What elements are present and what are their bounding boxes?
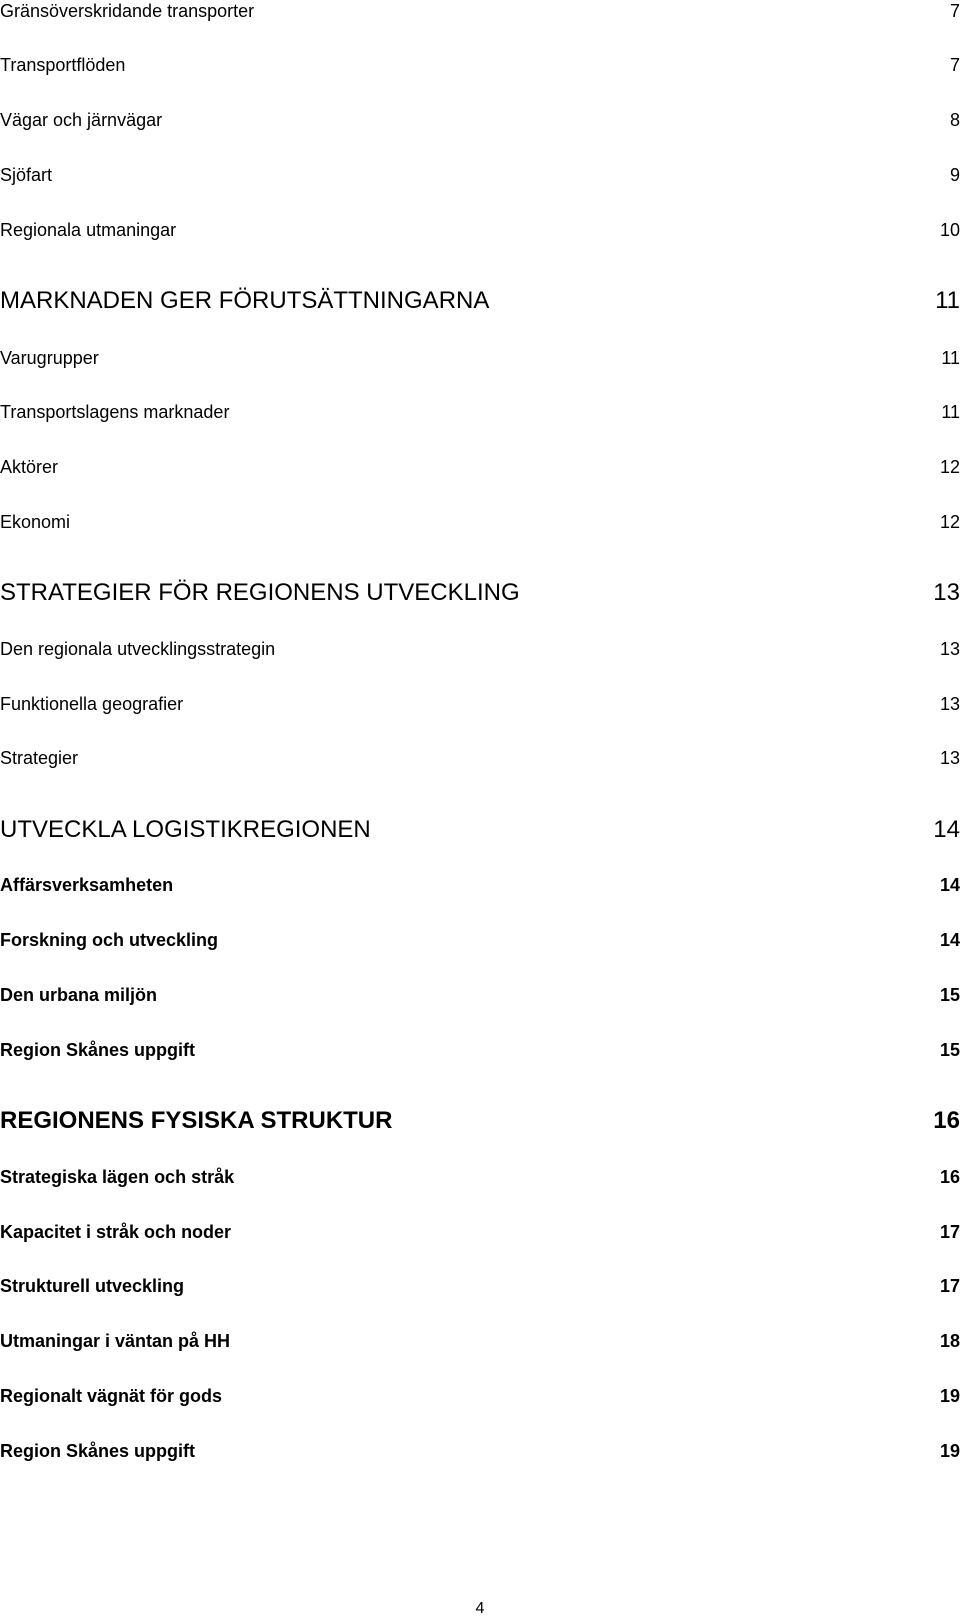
toc-entry-page: 16 bbox=[939, 1167, 960, 1187]
toc-entry-page: 12 bbox=[939, 457, 960, 477]
toc-entry-page: 8 bbox=[949, 110, 960, 130]
toc-entry-page: 7 bbox=[949, 1, 960, 21]
toc-entry-page: 13 bbox=[939, 639, 960, 659]
toc-entry-page: 9 bbox=[949, 165, 960, 185]
toc-chapter-title: STRATEGIER FÖR REGIONENS UTVECKLING bbox=[0, 579, 520, 606]
toc-entry bbox=[0, 0, 960, 26]
toc-entry bbox=[0, 507, 960, 537]
toc-entry-title: Gränsöverskridande transporter bbox=[0, 1, 255, 21]
toc-entry bbox=[0, 1217, 960, 1247]
toc-chapter bbox=[0, 286, 960, 316]
toc-entry-page: 14 bbox=[939, 875, 960, 895]
toc-chapter bbox=[0, 578, 960, 608]
toc-entry-page: 17 bbox=[939, 1276, 960, 1296]
toc-entry bbox=[0, 1326, 960, 1356]
toc-entry-page: 15 bbox=[939, 1040, 960, 1060]
toc-entry-page: 10 bbox=[939, 220, 960, 240]
toc-entry bbox=[0, 743, 960, 773]
toc-entry bbox=[0, 1035, 960, 1065]
toc-entry bbox=[0, 689, 960, 719]
toc-entry-page: 19 bbox=[939, 1386, 960, 1406]
toc-entry bbox=[0, 980, 960, 1010]
toc-entry-title: Regionala utmaningar bbox=[0, 220, 177, 240]
toc-entry-title: Ekonomi bbox=[0, 512, 71, 532]
toc-entry bbox=[0, 452, 960, 482]
toc-entry-title: Den regionala utvecklingsstrategin bbox=[0, 639, 276, 659]
toc-entry-page: 14 bbox=[939, 930, 960, 950]
toc-entry-title: Vägar och järnvägar bbox=[0, 110, 163, 130]
toc-entry-page: 17 bbox=[939, 1222, 960, 1242]
toc-entry-page: 11 bbox=[941, 402, 960, 422]
toc-chapter-page: 16 bbox=[933, 1107, 960, 1134]
toc-entry bbox=[0, 215, 960, 245]
toc-entry-title: Strategiska lägen och stråk bbox=[0, 1167, 235, 1187]
toc-entry-title: Kapacitet i stråk och noder bbox=[0, 1222, 232, 1242]
toc-entry-page: 7 bbox=[949, 55, 960, 75]
toc-chapter-page: 14 bbox=[933, 816, 960, 843]
toc-entry bbox=[0, 397, 960, 427]
toc-entry-title: Sjöfart bbox=[0, 165, 53, 185]
toc-entry-title: Affärsverksamheten bbox=[0, 875, 174, 895]
page-number: 4 bbox=[475, 1600, 485, 1617]
toc-entry bbox=[0, 1381, 960, 1411]
toc-entry-title: Strukturell utveckling bbox=[0, 1276, 185, 1296]
toc-entry-title: Den urbana miljön bbox=[0, 985, 158, 1005]
toc-entry bbox=[0, 1271, 960, 1301]
toc-entry-page: 19 bbox=[939, 1441, 960, 1461]
toc-entry-page: 13 bbox=[939, 748, 960, 768]
toc-chapter-title: UTVECKLA LOGISTIKREGIONEN bbox=[0, 816, 371, 843]
toc-entry bbox=[0, 105, 960, 135]
toc-entry bbox=[0, 1162, 960, 1192]
toc-entry-page: 12 bbox=[939, 512, 960, 532]
toc-chapter-page: 11 bbox=[935, 287, 960, 314]
toc-chapter bbox=[0, 1106, 960, 1136]
toc-entry bbox=[0, 343, 960, 373]
toc-entry-title: Region Skånes uppgift bbox=[0, 1040, 196, 1060]
toc-entry-title: Transportslagens marknader bbox=[0, 402, 230, 422]
toc-entry-title: Transportflöden bbox=[0, 55, 126, 75]
toc-entry bbox=[0, 160, 960, 190]
toc-chapter-title: MARKNADEN GER FÖRUTSÄTTNINGARNA bbox=[0, 287, 490, 314]
toc-entry-page: 18 bbox=[939, 1331, 960, 1351]
toc-entry-title: Utmaningar i väntan på HH bbox=[0, 1331, 231, 1351]
toc-entry-page: 11 bbox=[941, 348, 960, 368]
toc-entry bbox=[0, 1436, 960, 1466]
toc-entry bbox=[0, 925, 960, 955]
toc-entry-title: Aktörer bbox=[0, 457, 59, 477]
toc-entry-title: Strategier bbox=[0, 748, 79, 768]
toc-entry-title: Varugrupper bbox=[0, 348, 99, 368]
toc-entry bbox=[0, 870, 960, 900]
toc-entry bbox=[0, 50, 960, 80]
toc-entry-title: Region Skånes uppgift bbox=[0, 1441, 196, 1461]
toc-entry-page: 15 bbox=[939, 985, 960, 1005]
toc-entry bbox=[0, 634, 960, 664]
toc-entry-title: Regionalt vägnät för gods bbox=[0, 1386, 223, 1406]
toc-entry-title: Forskning och utveckling bbox=[0, 930, 219, 950]
toc-entry-title: Funktionella geografier bbox=[0, 694, 184, 714]
toc-chapter bbox=[0, 815, 960, 845]
toc-entry-page: 13 bbox=[939, 694, 960, 714]
toc-chapter-page: 13 bbox=[933, 579, 960, 606]
toc-chapter-title: REGIONENS FYSISKA STRUKTUR bbox=[0, 1107, 393, 1134]
